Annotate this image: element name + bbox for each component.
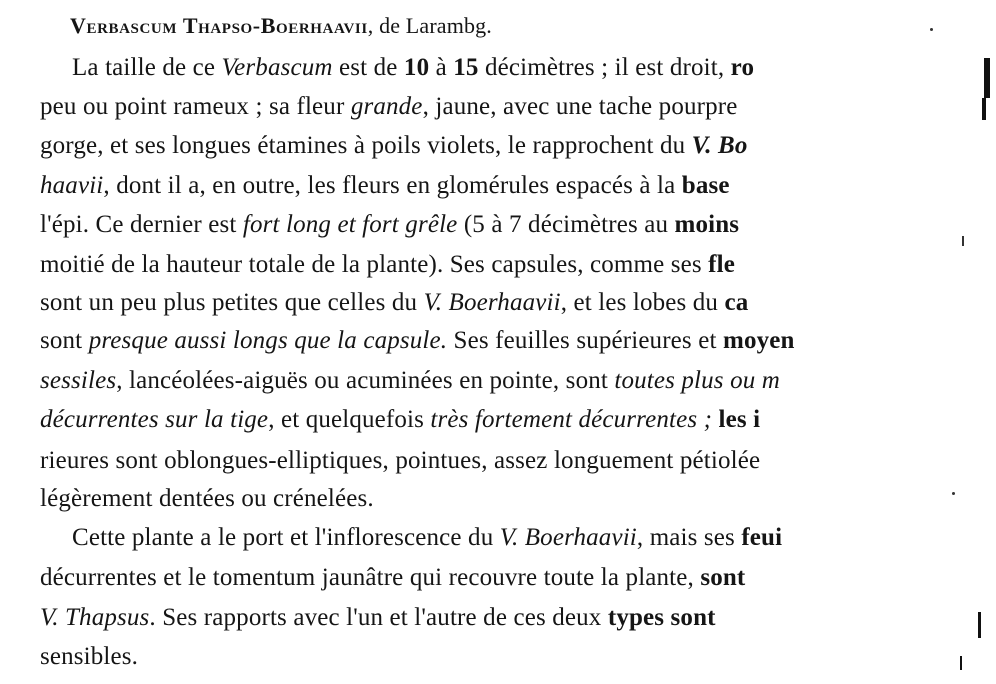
- italic-species: V. Boerhaavii: [499, 524, 637, 551]
- paragraph-1-line-1: [72, 53, 754, 83]
- italic-text: haavii: [40, 172, 104, 199]
- text-run: décimètres ; il est droit,: [478, 54, 731, 81]
- text-run: , lancéolées-aiguës ou acuminées en pointe, sont: [116, 367, 615, 394]
- scan-speck: [952, 492, 955, 495]
- scan-speck: [930, 28, 933, 31]
- cut-text: feui: [741, 524, 783, 551]
- italic-text: grande: [350, 93, 423, 120]
- cut-text: moins: [674, 211, 740, 238]
- paragraph-1-line-11: [40, 446, 760, 476]
- number-10: 10: [403, 54, 430, 81]
- paragraph-1-line-2: [40, 92, 737, 122]
- scan-edge-mark: [960, 656, 962, 670]
- text-run: gorge, et ses longues étamines à poils violets, le rapprochent du: [40, 132, 692, 159]
- paragraph-2-line-4: [40, 642, 138, 672]
- text-run: l'épi. Ce dernier est: [40, 211, 243, 238]
- cut-text: les i: [712, 406, 761, 433]
- cut-text: base: [681, 172, 730, 199]
- italic-species: V. Bo: [691, 132, 748, 159]
- paragraph-1-line-4: [40, 171, 730, 201]
- text-run: Cette plante a le port et l'inflorescence du: [72, 524, 500, 551]
- text-run: à: [429, 54, 454, 81]
- paragraph-1-line-3: [40, 131, 748, 161]
- text-run: sont: [40, 327, 89, 354]
- paragraph-1-line-8: [40, 326, 795, 356]
- text-run: sont un peu plus petites que celles du: [40, 289, 424, 316]
- text-run: est de: [332, 54, 404, 81]
- text-run: (5 à 7 décimètres au: [457, 211, 675, 238]
- text-run: , et quelquefois: [268, 406, 431, 433]
- paragraph-1-line-9: [40, 366, 780, 396]
- paragraph-2-line-3: [40, 603, 716, 633]
- species-author: , de Larambg.: [367, 13, 492, 38]
- scan-edge-mark: [984, 58, 990, 98]
- text-run: , mais ses: [636, 524, 742, 551]
- scan-speck: [962, 236, 964, 246]
- species-name: Verbascum Thapso-Boerhaavii: [70, 13, 368, 38]
- italic-genus: Verbascum: [221, 54, 333, 81]
- italic-text: très fortement décurrentes ;: [430, 406, 713, 433]
- bold-text: types sont: [607, 604, 716, 631]
- cut-text: ro: [730, 54, 755, 81]
- paragraph-1-line-5: [40, 210, 739, 240]
- text-run: sensibles.: [40, 643, 139, 670]
- text-run: légèrement dentées ou crénelées.: [40, 485, 374, 512]
- text-run: moitié de la hauteur totale de la plante). Ses capsules, comme ses: [40, 251, 709, 278]
- cut-text: ca: [724, 289, 749, 316]
- text-run: rieures sont oblongues-elliptiques, pointues, assez longuement pétiolée: [40, 447, 761, 474]
- cut-text: fle: [708, 251, 735, 278]
- paragraph-1-line-6: [40, 250, 735, 280]
- italic-text: fort long et fort grêle: [242, 211, 458, 238]
- paragraph-1-line-10: [40, 405, 760, 435]
- text-run: , dont il a, en outre, les fleurs en glomérules espacés à la: [103, 172, 682, 199]
- italic-text: presque aussi longs que la capsule.: [88, 327, 448, 354]
- italic-text: décurrentes sur la tige: [40, 406, 269, 433]
- text-run: . Ses rapports avec l'un et l'autre de ces deux: [149, 604, 608, 631]
- paragraph-2-line-2: [40, 563, 745, 593]
- scan-edge-mark: [978, 612, 981, 638]
- italic-text: sessiles: [40, 367, 117, 394]
- text-run: Ses feuilles supérieures et: [447, 327, 723, 354]
- italic-species: V. Boerhaavii: [423, 289, 561, 316]
- italic-species: V. Thapsus: [40, 604, 150, 631]
- paragraph-2-line-1: [72, 523, 782, 553]
- text-run: La taille de ce: [72, 54, 222, 81]
- cut-text: moyen: [722, 327, 795, 354]
- text-run: , et les lobes du: [560, 289, 725, 316]
- bold-text: sont: [700, 564, 746, 591]
- text-run: peu ou point rameux ; sa fleur: [40, 93, 351, 120]
- text-run: décurrentes et le tomentum jaunâtre qui recouvre toute la plante,: [40, 564, 701, 591]
- paragraph-1-line-12: [40, 484, 374, 514]
- number-15: 15: [453, 54, 479, 81]
- italic-text: toutes plus ou m: [614, 367, 780, 394]
- text-run: , jaune, avec une tache pourpre: [422, 93, 738, 120]
- paragraph-1-line-7: [40, 288, 748, 318]
- species-heading: [70, 11, 492, 41]
- scan-edge-mark: [982, 98, 986, 120]
